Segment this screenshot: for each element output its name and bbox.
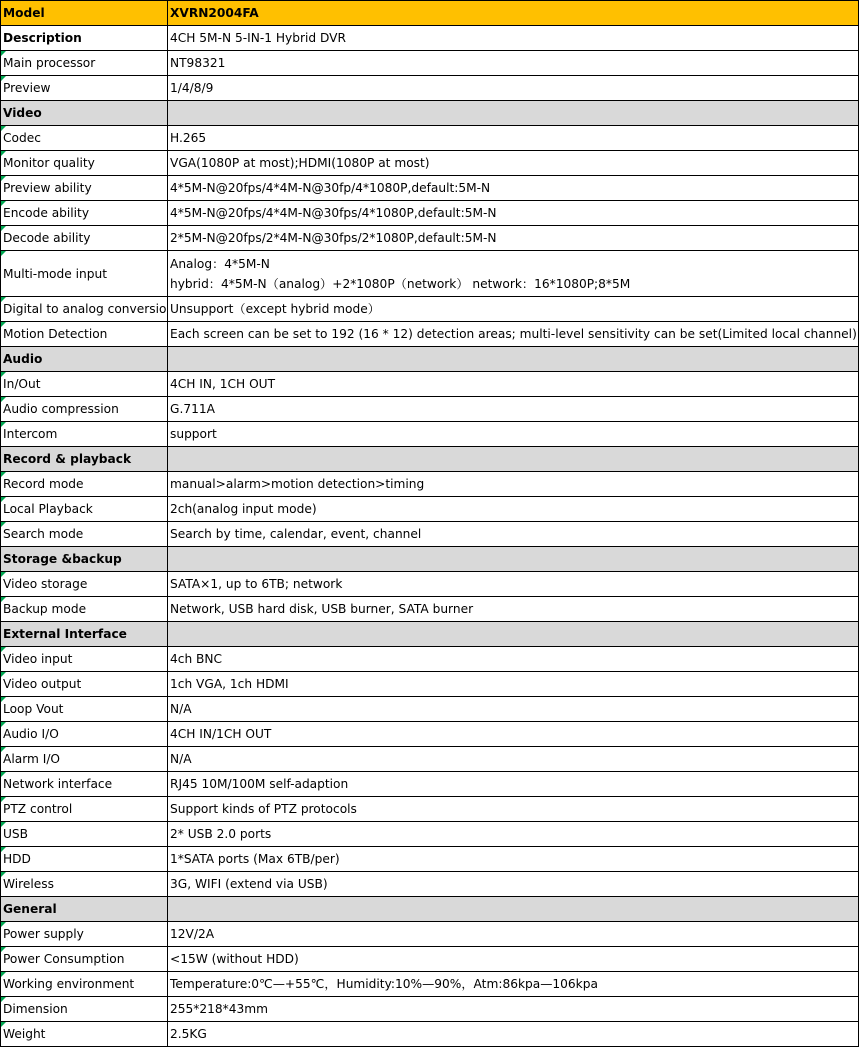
spec-row-audio-compression [1,397,859,422]
spec-row-backup-mode [1,597,859,622]
spec-row-search-mode-label: Search mode [1,522,168,547]
spec-table-body [1,1,859,1047]
spec-row-wireless-value: 3G, WIFI (extend via USB) [168,872,859,897]
section-header-general [1,897,859,922]
spec-row-weight-label: Weight [1,1022,168,1047]
spec-row-monitor-quality-label: Monitor quality [1,151,168,176]
spec-row-multi-mode-input [1,251,859,297]
spec-row-preview-ability [1,176,859,201]
spec-row-main-processor-value: NT98321 [168,51,859,76]
spec-row-main-processor-label: Main processor [1,51,168,76]
spec-row-digital-to-analog-conversio [1,297,859,322]
spec-row-in-out-label: In/Out [1,372,168,397]
spec-row-video-storage [1,572,859,597]
spec-row-dimension [1,997,859,1022]
spec-row-local-playback-value: 2ch(analog input mode) [168,497,859,522]
value-line-2: hybrid：4*5M-N（analog）+2*1080P（network） network：16*1080P;8*5M [170,276,631,291]
section-title: General [1,897,168,922]
spec-row-main-processor [1,51,859,76]
spec-row-preview-ability-label: Preview ability [1,176,168,201]
spec-row-record-mode-label: Record mode [1,472,168,497]
spec-row-dimension-value: 255*218*43mm [168,997,859,1022]
spec-row-ptz-control [1,797,859,822]
spec-row-wireless [1,872,859,897]
spec-row-search-mode-value: Search by time, calendar, event, channel [168,522,859,547]
section-header-video [1,101,859,126]
spec-row-backup-mode-value: Network, USB hard disk, USB burner, SATA burner [168,597,859,622]
spec-row-power-consumption-value: <15W (without HDD) [168,947,859,972]
spec-row-power-supply-value: 12V/2A [168,922,859,947]
spec-row-monitor-quality [1,151,859,176]
section-blank [168,101,859,126]
section-blank [168,897,859,922]
section-title: Storage &backup [1,547,168,572]
spec-row-ptz-control-label: PTZ control [1,797,168,822]
section-blank [168,547,859,572]
spec-row-encode-ability [1,201,859,226]
spec-row-power-supply-label: Power supply [1,922,168,947]
spec-row-preview-ability-value: 4*5M-N@20fps/4*4M-N@30fp/4*1080P,default:5M-N [168,176,859,201]
spec-row-video-output-value: 1ch VGA, 1ch HDMI [168,672,859,697]
section-header-storage-backup [1,547,859,572]
spec-row-weight [1,1022,859,1047]
spec-row-video-storage-value: SATA×1, up to 6TB; network [168,572,859,597]
spec-row-hdd-value: 1*SATA ports (Max 6TB/per) [168,847,859,872]
spec-row-hdd [1,847,859,872]
spec-row-audio-compression-value: G.711A [168,397,859,422]
section-blank [168,347,859,372]
model-row-label: Model [1,1,168,26]
section-header-external-interface [1,622,859,647]
spec-row-multi-mode-input-value [168,251,859,297]
section-blank [168,622,859,647]
value-line-1: Analog：4*5M-N [170,256,270,271]
spec-row-power-supply [1,922,859,947]
model-row [1,1,859,26]
spec-row-in-out-value: 4CH IN, 1CH OUT [168,372,859,397]
spec-row-dimension-label: Dimension [1,997,168,1022]
spec-row-in-out [1,372,859,397]
spec-row-motion-detection-value: Each screen can be set to 192 (16 * 12) detection areas; multi-level sensitivity can be set(Limited local channel) [168,322,859,347]
spec-row-network-interface [1,772,859,797]
spec-row-audio-i-o-label: Audio I/O [1,722,168,747]
spec-row-motion-detection-label: Motion Detection [1,322,168,347]
section-header-record-playback [1,447,859,472]
section-title: Audio [1,347,168,372]
spec-row-digital-to-analog-conversio-label: Digital to analog conversio [1,297,168,322]
spec-row-record-mode-value: manual>alarm>motion detection>timing [168,472,859,497]
spec-row-local-playback [1,497,859,522]
spec-row-hdd-label: HDD [1,847,168,872]
spec-row-usb-label: USB [1,822,168,847]
spec-row-power-consumption-label: Power Consumption [1,947,168,972]
spec-row-preview [1,76,859,101]
spec-row-multi-mode-input-label: Multi-mode input [1,251,168,297]
spec-row-encode-ability-label: Encode ability [1,201,168,226]
spec-row-decode-ability [1,226,859,251]
spec-row-network-interface-value: RJ45 10M/100M self-adaption [168,772,859,797]
spec-row-motion-detection [1,322,859,347]
spec-row-preview-label: Preview [1,76,168,101]
model-row-value: XVRN2004FA [168,1,859,26]
section-title: Record & playback [1,447,168,472]
spec-row-video-output [1,672,859,697]
section-title: Video [1,101,168,126]
spec-row-alarm-i-o [1,747,859,772]
spec-row-digital-to-analog-conversio-value: Unsupport（except hybrid mode） [168,297,859,322]
spec-row-video-output-label: Video output [1,672,168,697]
spec-row-intercom [1,422,859,447]
spec-row-alarm-i-o-label: Alarm I/O [1,747,168,772]
spec-row-working-environment-label: Working environment [1,972,168,997]
spec-row-loop-vout [1,697,859,722]
section-blank [168,447,859,472]
spec-row-description [1,26,859,51]
spec-row-network-interface-label: Network interface [1,772,168,797]
spec-row-decode-ability-value: 2*5M-N@20fps/2*4M-N@30fps/2*1080P,default:5M-N [168,226,859,251]
spec-row-video-input [1,647,859,672]
spec-row-wireless-label: Wireless [1,872,168,897]
spec-row-decode-ability-label: Decode ability [1,226,168,251]
spec-row-backup-mode-label: Backup mode [1,597,168,622]
spec-row-power-consumption [1,947,859,972]
spec-row-ptz-control-value: Support kinds of PTZ protocols [168,797,859,822]
spec-row-video-input-label: Video input [1,647,168,672]
spec-row-codec-label: Codec [1,126,168,151]
spec-row-audio-i-o-value: 4CH IN/1CH OUT [168,722,859,747]
spec-row-search-mode [1,522,859,547]
spec-row-loop-vout-label: Loop Vout [1,697,168,722]
spec-row-preview-value: 1/4/8/9 [168,76,859,101]
spec-row-alarm-i-o-value: N/A [168,747,859,772]
spec-row-record-mode [1,472,859,497]
spec-row-weight-value: 2.5KG [168,1022,859,1047]
spec-row-encode-ability-value: 4*5M-N@20fps/4*4M-N@30fps/4*1080P,default:5M-N [168,201,859,226]
spec-row-loop-vout-value: N/A [168,697,859,722]
spec-row-video-storage-label: Video storage [1,572,168,597]
spec-row-codec [1,126,859,151]
spec-row-description-value: 4CH 5M-N 5-IN-1 Hybrid DVR [168,26,859,51]
spec-row-usb [1,822,859,847]
spec-row-usb-value: 2* USB 2.0 ports [168,822,859,847]
spec-row-working-environment [1,972,859,997]
spec-row-working-environment-value: Temperature:0℃—+55℃，Humidity:10%—90%，Atm:86kpa—106kpa [168,972,859,997]
spec-row-intercom-label: Intercom [1,422,168,447]
spec-row-intercom-value: support [168,422,859,447]
spec-row-monitor-quality-value: VGA(1080P at most);HDMI(1080P at most) [168,151,859,176]
spec-row-description-label: Description [1,26,168,51]
section-header-audio [1,347,859,372]
spec-row-audio-compression-label: Audio compression [1,397,168,422]
spec-row-local-playback-label: Local Playback [1,497,168,522]
spec-row-codec-value: H.265 [168,126,859,151]
section-title: External Interface [1,622,168,647]
spec-row-audio-i-o [1,722,859,747]
spec-row-video-input-value: 4ch BNC [168,647,859,672]
